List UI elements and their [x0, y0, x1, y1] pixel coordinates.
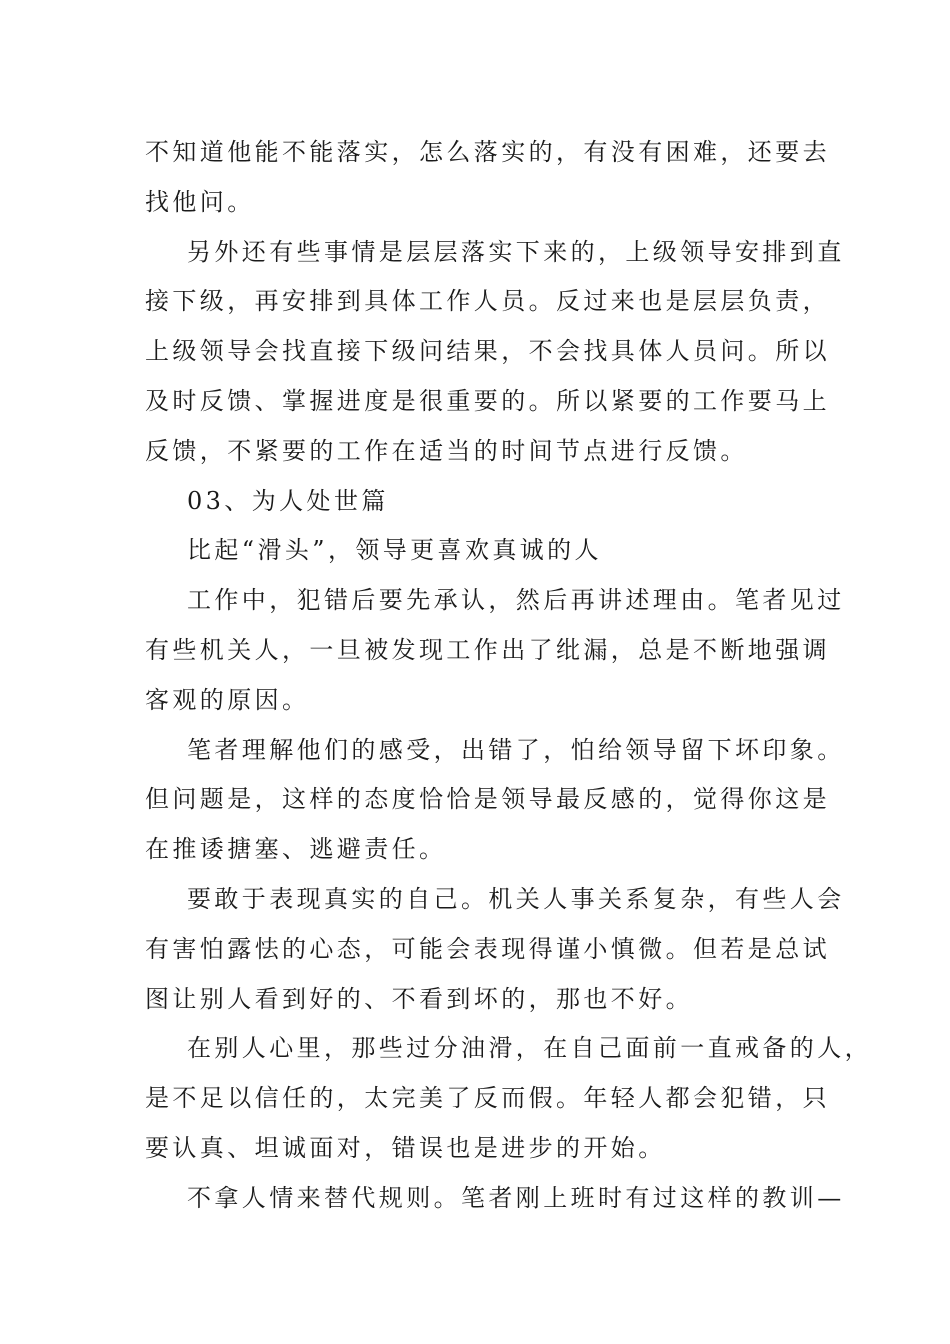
text-line: 有害怕露怯的心态，可能会表现得谨小慎微。但若是总试: [145, 934, 830, 963]
paragraph-first-line: 要敢于表现真实的自己。机关人事关系复杂，有些人会: [187, 885, 845, 913]
paragraph-first-line: 比起“滑头”，领导更喜欢真诚的人: [187, 536, 602, 565]
text-line: 及时反馈、掌握进度是很重要的。所以紧要的工作要马上: [145, 387, 830, 415]
text-line: 是不足以信任的，太完美了反而假。年轻人都会犯错，只: [145, 1084, 830, 1113]
text-line: 上级领导会找直接下级问结果，不会找具体人员问。所以: [145, 337, 830, 366]
paragraph-first-line: 不拿人情来替代规则。笔者刚上班时有过这样的教训—: [187, 1183, 845, 1212]
text-line: 有些机关人，一旦被发现工作出了纰漏，总是不断地强调: [145, 636, 830, 664]
text-line: 接下级，再安排到具体工作人员。反过来也是层层负责，: [145, 287, 830, 316]
paragraph-first-line: 另外还有些事情是层层落实下来的，上级领导安排到直: [187, 237, 845, 266]
text-line: 但问题是，这样的态度恰恰是领导最反感的，觉得你这是: [145, 785, 830, 814]
text-line: 客观的原因。: [145, 685, 310, 714]
text-line: 找他问。: [145, 187, 255, 216]
paragraph-first-line: 笔者理解他们的感受，出错了，怕给领导留下坏印象。: [187, 735, 845, 764]
text-line: 在推诿搪塞、逃避责任。: [145, 835, 447, 864]
text-line: 要认真、坦诚面对，错误也是进步的开始。: [145, 1134, 666, 1162]
paragraph-first-line: 03、为人处世篇: [187, 486, 389, 515]
paragraph-first-line: 在别人心里，那些过分油滑，在自己面前一直戒备的人，: [187, 1034, 872, 1063]
text-line: 不知道他能不能落实，怎么落实的，有没有困难，还要去: [145, 138, 830, 166]
text-line: 反馈，不紧要的工作在适当的时间节点进行反馈。: [145, 436, 748, 465]
text-line: 图让别人看到好的、不看到坏的，那也不好。: [145, 984, 693, 1013]
paragraph-first-line: 工作中，犯错后要先承认，然后再讲述理由。笔者见过: [187, 586, 845, 615]
